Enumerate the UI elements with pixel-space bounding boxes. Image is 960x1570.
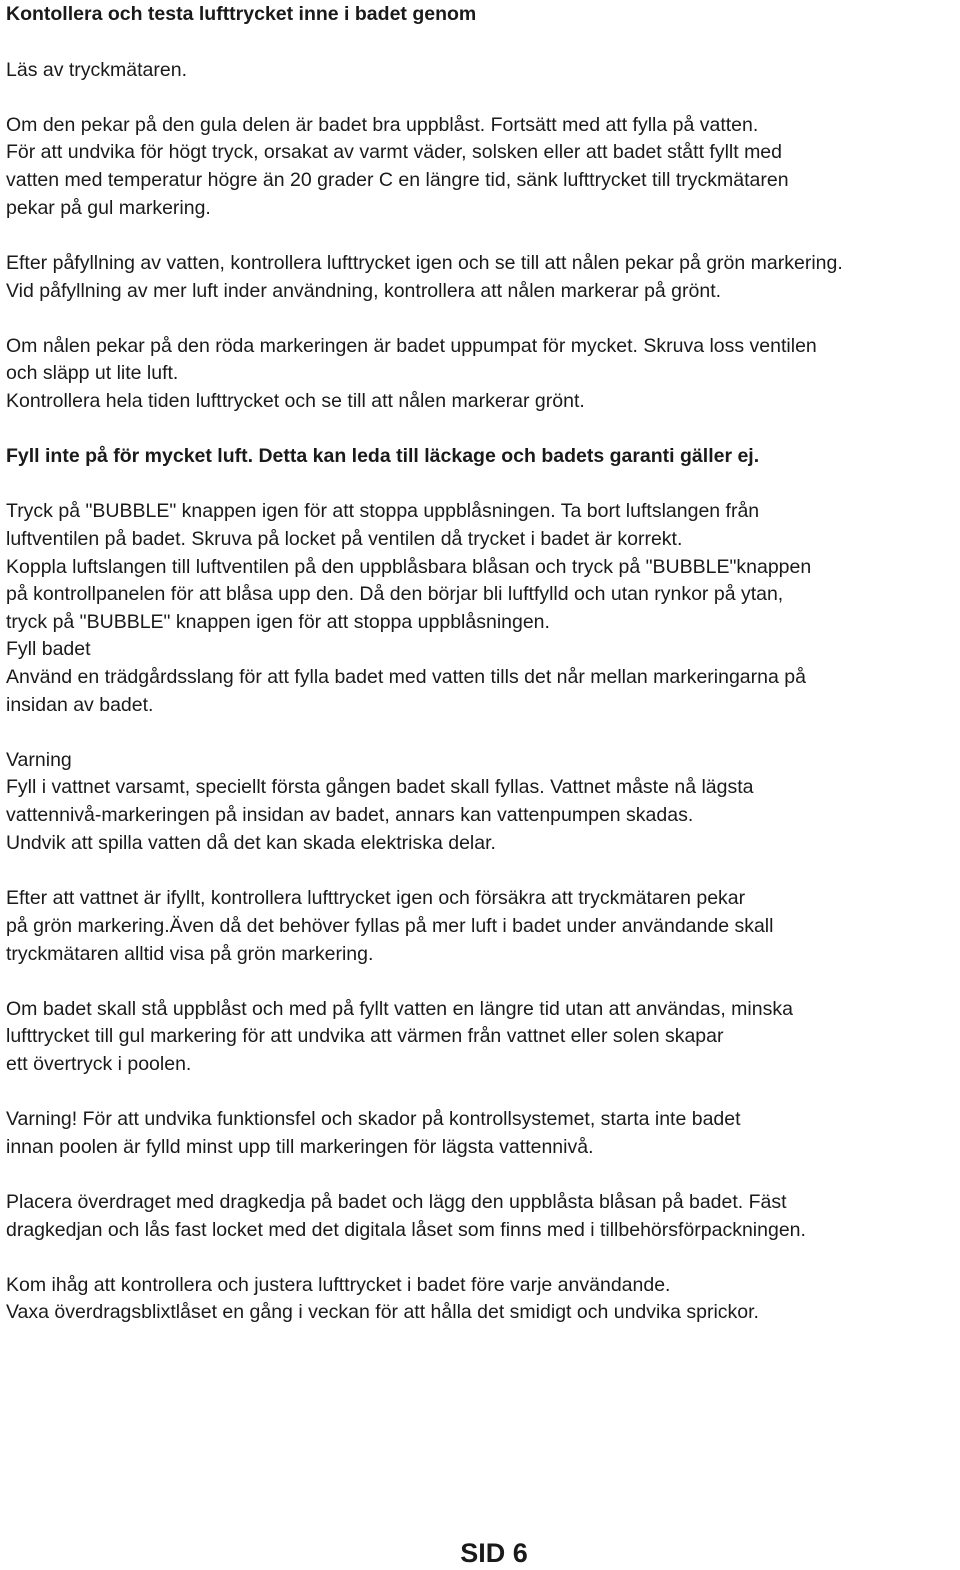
text-line: Placera överdraget med dragkedja på badet och lägg den uppblåsta blåsan på badet. Fäst: [6, 1191, 787, 1213]
text-line: lufttrycket till gul markering för att undvika att värmen från vattnet eller solen skapar: [6, 1025, 724, 1047]
text-line: Fyll i vattnet varsamt, speciellt första gången badet skall fyllas. Vattnet måste nå lägsta: [6, 776, 754, 798]
text-line: Tryck på "BUBBLE" knappen igen för att stoppa uppblåsningen. Ta bort luftslangen från: [6, 500, 760, 522]
text-line: Om den pekar på den gula delen är badet bra uppblåst. Fortsätt med att fylla på vatten.: [6, 114, 759, 136]
text-line: dragkedjan och lås fast locket med det digitala låset som finns med i tillbehörsförpackningen.: [6, 1219, 806, 1241]
text-line: tryckmätaren alltid visa på grön markering.: [6, 943, 374, 965]
text-line: på grön markering.Även då det behöver fyllas på mer luft i badet under användande skall: [6, 915, 774, 937]
text-line: pekar på gul markering.: [6, 197, 211, 219]
section-heading: Varning: [6, 749, 72, 771]
text-line: Läs av tryckmätaren.: [6, 59, 187, 81]
text-line: på kontrollpanelen för att blåsa upp den. Då den börjar bli luftfylld och utan rynkor på ytan,: [6, 583, 784, 605]
text-line: vattennivå-markeringen på insidan av badet, annars kan vattenpumpen skadas.: [6, 804, 694, 826]
section-heading: Fyll badet: [6, 638, 91, 660]
text-line: Varning! För att undvika funktionsfel och skador på kontrollsystemet, starta inte badet: [6, 1108, 741, 1130]
text-line: tryck på "BUBBLE" knappen igen för att stoppa uppblåsningen.: [6, 611, 550, 633]
text-line: Använd en trädgårdsslang för att fylla badet med vatten tills det når mellan markeringarna på: [6, 666, 806, 688]
document-title: Kontollera och testa lufttrycket inne i badet genom: [6, 3, 477, 25]
text-line: Vaxa överdragsblixtlåset en gång i veckan för att hålla det smidigt och undvika sprickor.: [6, 1301, 759, 1323]
text-line: Undvik att spilla vatten då det kan skada elektriska delar.: [6, 832, 496, 854]
text-line: Kom ihåg att kontrollera och justera lufttrycket i badet före varje användande.: [6, 1274, 671, 1296]
text-line: och släpp ut lite luft.: [6, 362, 179, 384]
text-line: innan poolen är fylld minst upp till markeringen för lägsta vattennivå.: [6, 1136, 594, 1158]
text-line: Koppla luftslangen till luftventilen på den uppblåsbara blåsan och tryck på "BUBBLE"knappen: [6, 556, 812, 578]
text-line: Efter påfyllning av vatten, kontrollera lufttrycket igen och se till att nålen pekar på grön markering.: [6, 252, 843, 274]
text-line: ett övertryck i poolen.: [6, 1053, 192, 1075]
text-line: Om badet skall stå uppblåst och med på fyllt vatten en längre tid utan att användas, minska: [6, 998, 793, 1020]
text-line: luftventilen på badet. Skruva på locket på ventilen då trycket i badet är korrekt.: [6, 528, 683, 550]
text-line: Efter att vattnet är ifyllt, kontrollera lufttrycket igen och försäkra att tryckmätaren pekar: [6, 887, 746, 909]
text-line: Kontrollera hela tiden lufttrycket och se till att nålen markerar grönt.: [6, 390, 585, 412]
text-line: För att undvika för högt tryck, orsakat av varmt väder, solsken eller att badet stått fyllt med: [6, 141, 783, 163]
text-line: Vid påfyllning av mer luft inder användning, kontrollera att nålen markerar på grönt.: [6, 280, 722, 302]
text-line: Om nålen pekar på den röda markeringen är badet uppumpat för mycket. Skruva loss ventilen: [6, 335, 817, 357]
text-line: vatten med temperatur högre än 20 grader C en längre tid, sänk lufttrycket till tryckmätaren: [6, 169, 789, 191]
text-line: insidan av badet.: [6, 694, 154, 716]
warning-text: Fyll inte på för mycket luft. Detta kan leda till läckage och badets garanti gäller ej.: [6, 445, 760, 467]
page-number: SID 6: [460, 1538, 528, 1568]
